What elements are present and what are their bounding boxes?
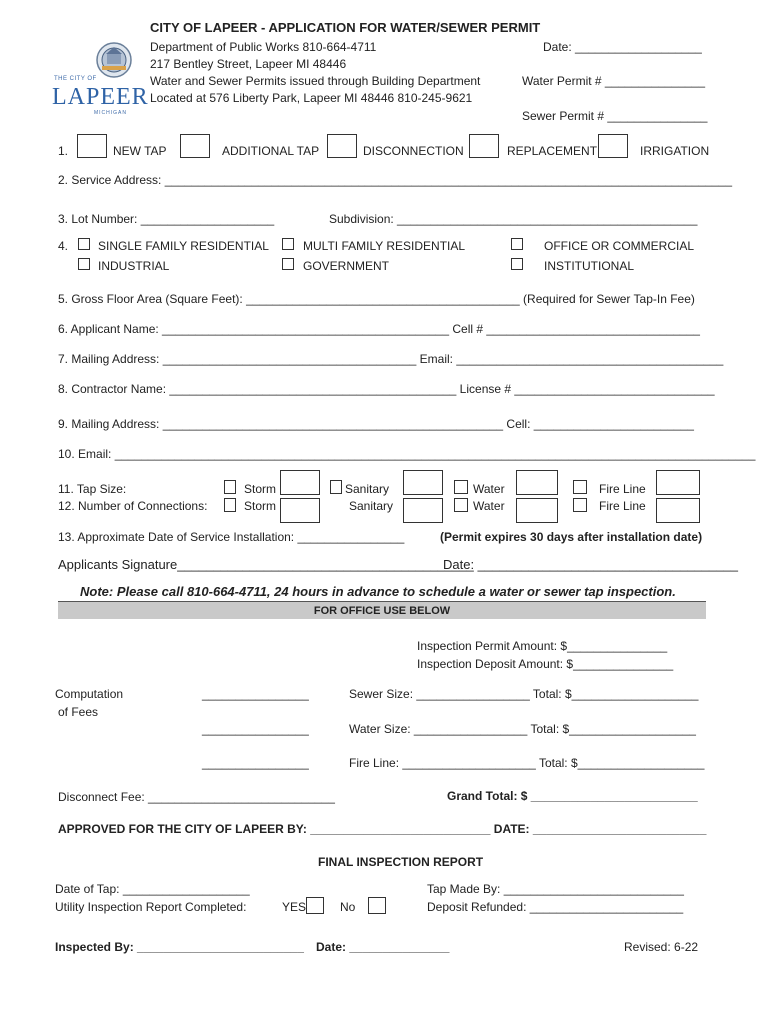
- lot-number-field[interactable]: 3. Lot Number: ____________________: [58, 212, 275, 226]
- inspection-deposit-amount[interactable]: Inspection Deposit Amount: $_______________: [417, 657, 674, 671]
- contractor-name-field[interactable]: 8. Contractor Name: ___________________________________________ License # ______________________________: [58, 382, 715, 396]
- industrial-checkbox[interactable]: [78, 258, 90, 270]
- fee-blank-1[interactable]: ________________: [202, 687, 309, 701]
- irrigation-checkbox[interactable]: [598, 134, 628, 158]
- office-use-heading: FOR OFFICE USE BELOW: [313, 605, 451, 617]
- approval-line[interactable]: APPROVED FOR THE CITY OF LAPEER BY: ___________________________ DATE: __________________________: [58, 822, 707, 836]
- storm-conn-label: Storm: [244, 499, 277, 513]
- new-tap-label: NEW TAP: [113, 144, 167, 158]
- storm-tap-checkbox[interactable]: [224, 480, 236, 494]
- institutional-label: INSTITUTIONAL: [544, 259, 635, 273]
- located-line: Located at 576 Liberty Park, Lapeer MI 48446 810-245-9621: [150, 91, 473, 105]
- grand-total-field[interactable]: Grand Total: $ _________________________: [447, 789, 698, 803]
- applicant-name-field[interactable]: 6. Applicant Name: ___________________________________________ Cell # ________________________________: [58, 322, 700, 336]
- inspection-permit-amount[interactable]: Inspection Permit Amount: $_______________: [417, 639, 668, 653]
- replacement-checkbox[interactable]: [469, 134, 499, 158]
- permit-expiry-note: (Permit expires 30 days after installation date): [440, 530, 703, 544]
- signature-date-field[interactable]: Date: ____________________________________: [443, 557, 738, 572]
- water-tap-label: Water: [473, 482, 505, 496]
- fire-line-tap-checkbox[interactable]: [573, 480, 587, 494]
- email-field[interactable]: 10. Email: ________________________________________________________________________________________________: [58, 447, 756, 461]
- institutional-checkbox[interactable]: [511, 258, 523, 270]
- q4-number: 4.: [58, 239, 69, 253]
- date-field[interactable]: Date: ___________________: [543, 40, 702, 54]
- storm-size-box[interactable]: [280, 470, 320, 495]
- office-use-bar: [58, 601, 706, 619]
- replacement-label: REPLACEMENT: [507, 144, 598, 158]
- government-checkbox[interactable]: [282, 258, 294, 270]
- fire-line-size-box[interactable]: [656, 470, 700, 495]
- sanitary-conn-label: Sanitary: [349, 499, 394, 513]
- fire-line-tap-label: Fire Line: [599, 482, 646, 496]
- yes-checkbox[interactable]: [306, 897, 324, 914]
- water-size-field[interactable]: Water Size: _________________ Total: $___________________: [349, 722, 696, 736]
- sanitary-tap-label: Sanitary: [345, 482, 390, 496]
- single-family-checkbox[interactable]: [78, 238, 90, 250]
- sewer-permit-field[interactable]: Sewer Permit # _______________: [522, 109, 708, 123]
- water-conn-label: Water: [473, 499, 505, 513]
- mailing-address-field[interactable]: 7. Mailing Address: ______________________________________ Email: ________________________________________: [58, 352, 724, 366]
- disconnection-label: DISCONNECTION: [363, 144, 464, 158]
- dept-line: Department of Public Works 810-664-4711: [150, 40, 377, 54]
- sewer-size-field[interactable]: Sewer Size: _________________ Total: $___________________: [349, 687, 699, 701]
- tap-size-label: 11. Tap Size:: [58, 482, 127, 496]
- disconnect-fee-field[interactable]: Disconnect Fee: ____________________________: [58, 790, 335, 804]
- issued-line: Water and Sewer Permits issued through Building Department: [150, 74, 481, 88]
- no-label: No: [340, 900, 356, 914]
- inspection-date-field[interactable]: Date: _______________: [316, 940, 450, 954]
- fire-line-field[interactable]: Fire Line: ____________________ Total: $___________________: [349, 756, 705, 770]
- final-inspection-title: FINAL INSPECTION REPORT: [318, 855, 484, 869]
- multi-family-label: MULTI FAMILY RESIDENTIAL: [303, 239, 466, 253]
- logo-sub: MICHIGAN: [94, 110, 127, 116]
- storm-conn-checkbox[interactable]: [224, 498, 236, 512]
- office-commercial-label: OFFICE OR COMMERCIAL: [544, 239, 695, 253]
- deposit-refunded-field[interactable]: Deposit Refunded: _______________________: [427, 900, 684, 914]
- water-permit-field[interactable]: Water Permit # _______________: [522, 74, 706, 88]
- fee-blank-2[interactable]: ________________: [202, 722, 309, 736]
- q1-number: 1.: [58, 144, 69, 158]
- service-address-field[interactable]: 2. Service Address: _____________________________________________________________________________________: [58, 173, 732, 187]
- storm-tap-label: Storm: [244, 482, 277, 496]
- logo-name: LAPEER: [52, 84, 149, 110]
- fire-line-conn-checkbox[interactable]: [573, 498, 587, 512]
- fire-line-conn-label: Fire Line: [599, 499, 646, 513]
- computation-label: Computation: [55, 687, 124, 701]
- multi-family-checkbox[interactable]: [282, 238, 294, 250]
- additional-tap-checkbox[interactable]: [180, 134, 210, 158]
- city-logo: [50, 38, 149, 118]
- fire-line-count-box[interactable]: [656, 498, 700, 523]
- additional-tap-label: ADDITIONAL TAP: [222, 144, 320, 158]
- inspection-note: Note: Please call 810-664-4711, 24 hours in advance to schedule a water or sewer tap inspection.: [80, 584, 676, 599]
- inspected-by-field[interactable]: Inspected By: _________________________: [55, 940, 304, 954]
- tap-made-by-field[interactable]: Tap Made By: ___________________________: [427, 882, 684, 896]
- water-count-box[interactable]: [516, 498, 558, 523]
- gross-floor-area-field[interactable]: 5. Gross Floor Area (Square Feet): _________________________________________ (Required for Sewer Tap-In Fee): [58, 292, 695, 306]
- form-title: CITY OF LAPEER - APPLICATION FOR WATER/SEWER PERMIT: [150, 20, 541, 35]
- single-family-label: SINGLE FAMILY RESIDENTIAL: [98, 239, 269, 253]
- office-commercial-checkbox[interactable]: [511, 238, 523, 250]
- fee-blank-3[interactable]: ________________: [202, 756, 309, 770]
- utility-report-label: Utility Inspection Report Completed:: [55, 900, 247, 914]
- date-of-tap-field[interactable]: Date of Tap: ___________________: [55, 882, 250, 896]
- water-size-box[interactable]: [516, 470, 558, 495]
- new-tap-checkbox[interactable]: [77, 134, 107, 158]
- revision-label: Revised: 6-22: [624, 940, 699, 954]
- no-checkbox[interactable]: [368, 897, 386, 914]
- connections-label: 12. Number of Connections:: [58, 499, 208, 513]
- contractor-mailing-field[interactable]: 9. Mailing Address: ___________________________________________________ Cell: ________________________: [58, 417, 694, 431]
- government-label: GOVERNMENT: [303, 259, 390, 273]
- sanitary-tap-checkbox[interactable]: [330, 480, 342, 494]
- sanitary-size-box[interactable]: [403, 470, 443, 495]
- yes-label: YES: [282, 900, 307, 914]
- address-line: 217 Bentley Street, Lapeer MI 48446: [150, 57, 347, 71]
- industrial-label: INDUSTRIAL: [98, 259, 170, 273]
- water-conn-checkbox[interactable]: [454, 498, 468, 512]
- installation-date-field[interactable]: 13. Approximate Date of Service Installation: ________________: [58, 530, 405, 544]
- sanitary-count-box[interactable]: [403, 498, 443, 523]
- disconnection-checkbox[interactable]: [327, 134, 357, 158]
- applicant-signature-field[interactable]: Applicants Signature_________________________________________: [58, 557, 474, 572]
- water-tap-checkbox[interactable]: [454, 480, 468, 494]
- of-fees-label: of Fees: [58, 705, 99, 719]
- irrigation-label: IRRIGATION: [640, 144, 710, 158]
- logo-top-text: THE CITY OF: [54, 76, 97, 82]
- storm-count-box[interactable]: [280, 498, 320, 523]
- subdivision-field[interactable]: Subdivision: _____________________________________________: [329, 212, 698, 226]
